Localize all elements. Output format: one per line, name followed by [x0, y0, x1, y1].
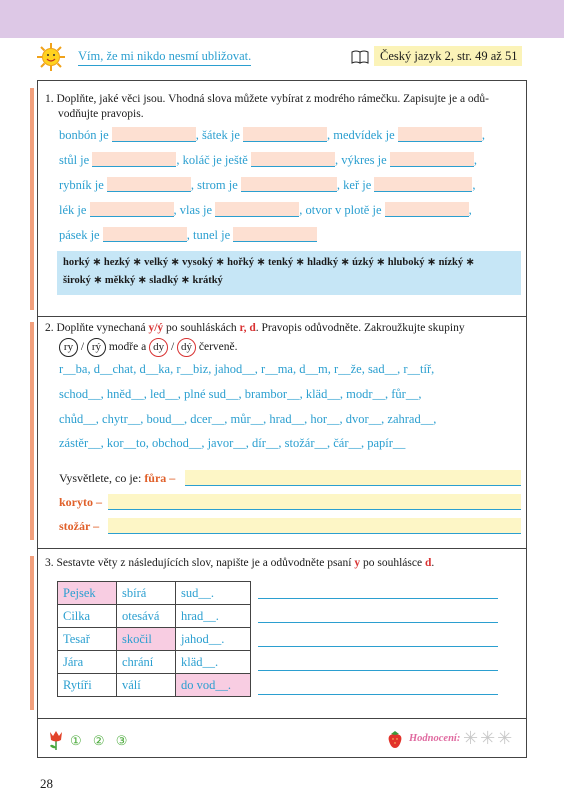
answer-blank[interactable] [107, 177, 191, 192]
table-row [58, 582, 251, 605]
top-color-band [0, 0, 564, 38]
explain-term: stožár – [59, 519, 100, 533]
answer-blank[interactable] [92, 152, 176, 167]
table-cell: otesává [117, 605, 176, 628]
table-cell: válí [117, 674, 176, 697]
answer-blank[interactable] [241, 177, 337, 192]
circle-ry-long: rý [87, 338, 106, 357]
sentence-answer-line[interactable] [258, 622, 498, 623]
answer-blank[interactable] [233, 227, 317, 242]
gap-line: chůd__, chytr__, boud__, dcer__, můr__, hrad__, hor__, dvor__, zahrad__, [59, 412, 437, 426]
self-rating-circles[interactable]: ① ② ③ [70, 733, 132, 748]
gap-line: schod__, hněd__, led__, plné sud__, brambor__, kläd__, modr__, fůr__, [59, 387, 422, 401]
table-cell: kläd__. [176, 651, 251, 674]
answer-blank[interactable] [90, 202, 174, 217]
table-cell: hrad__. [176, 605, 251, 628]
table-cell: skočil [117, 628, 176, 651]
answer-blank[interactable] [398, 127, 482, 142]
divider [37, 316, 527, 317]
word-box: horký ∗ hezký ∗ velký ∗ vysoký ∗ hořký ∗ tenký ∗ hladký ∗ úzký ∗ hluboký ∗ nízký ∗ široký ∗ měkký ∗ sladký ∗ krátký [57, 251, 521, 295]
explain-answer-line[interactable] [108, 518, 521, 534]
gap-line: r__ba, d__chat, d__ka, r__biz, jahod__, r__ma, d__m, r__že, sad__, r__tíř, [59, 362, 435, 376]
gap-line: zástěr__, kor__to, obchod__, javor__, dír__, stožár__, čár__, papír__ [59, 436, 406, 450]
answer-blank[interactable] [385, 202, 469, 217]
table-cell: chrání [117, 651, 176, 674]
table-cell: sud__. [176, 582, 251, 605]
page-number: 28 [40, 776, 53, 791]
table-cell: Tesař [58, 628, 117, 651]
section-marker [30, 88, 34, 310]
table-cell: jahod__. [176, 628, 251, 651]
sentence-answer-line[interactable] [258, 598, 498, 599]
rating-stars[interactable]: ✳✳✳ [463, 728, 515, 748]
explain-answer-line[interactable] [185, 470, 521, 486]
motto: Vím, že mi nikdo nesmí ubližovat. [78, 49, 251, 66]
sun-icon [36, 42, 66, 72]
answer-blank[interactable] [103, 227, 187, 242]
task2-circle-row: ry / rý modře a dy / dý červeně. [59, 338, 238, 357]
answer-blank[interactable] [243, 127, 327, 142]
table-cell: sbírá [117, 582, 176, 605]
sentence-answer-line[interactable] [258, 694, 498, 695]
task1-row: pásek je , tunel je [59, 227, 317, 243]
divider [37, 548, 527, 549]
tulip-icon [46, 729, 66, 751]
task1-row: bonbón je , šátek je , medvídek je , [59, 128, 485, 142]
task1-row: stůl je , koláč je ještě , výkres je , [59, 153, 477, 167]
circle-ry: ry [59, 338, 78, 357]
answer-blank[interactable] [112, 127, 196, 142]
circle-dy-long: dý [177, 338, 196, 357]
section-marker [30, 556, 34, 710]
explain-term: koryto – [59, 495, 102, 509]
table-row [58, 674, 251, 697]
table-row [58, 628, 251, 651]
task2-instruction: 2. Doplňte vynechaná y/ý po souhláskách r, d. Pravopis odůvodněte. Zakroužkujte skupiny [45, 322, 465, 334]
answer-blank[interactable] [374, 177, 472, 192]
answer-blank[interactable] [390, 152, 474, 167]
table-cell: Jára [58, 651, 117, 674]
rating-label: Hodnocení: [409, 733, 461, 744]
task1-instruction: 1. Doplňte, jaké věci jsou. Vhodná slova můžete vybírat z modrého rámečku. Zapisujte je a odů- vodňujte pravopis. [45, 93, 490, 120]
section-marker [30, 322, 34, 540]
strawberry-icon [386, 729, 404, 749]
task3-instruction: 3. Sestavte věty z následujících slov, napište je a odůvodněte psaní y po souhlásce d. [45, 557, 435, 569]
task1-row: rybník je , strom je , keř je , [59, 178, 476, 192]
textbook-reference: Český jazyk 2, str. 49 až 51 [374, 46, 522, 66]
sentence-answer-line[interactable] [258, 670, 498, 671]
task1-row: lék je , vlas je , otvor v plotě je , [59, 203, 472, 217]
sentence-answer-line[interactable] [258, 646, 498, 647]
table-row [58, 605, 251, 628]
book-icon [351, 50, 369, 64]
table-cell: do vod__. [176, 674, 251, 697]
divider [37, 718, 527, 719]
table-cell: Rytíři [58, 674, 117, 697]
table-cell: Cilka [58, 605, 117, 628]
word-table [57, 581, 251, 697]
circle-dy: dy [149, 338, 168, 357]
table-row [58, 651, 251, 674]
answer-blank[interactable] [215, 202, 299, 217]
explain-answer-line[interactable] [108, 494, 521, 510]
answer-blank[interactable] [251, 152, 335, 167]
table-cell: Pejsek [58, 582, 117, 605]
explain-prompt: Vysvětlete, co je: fůra – [59, 471, 176, 485]
